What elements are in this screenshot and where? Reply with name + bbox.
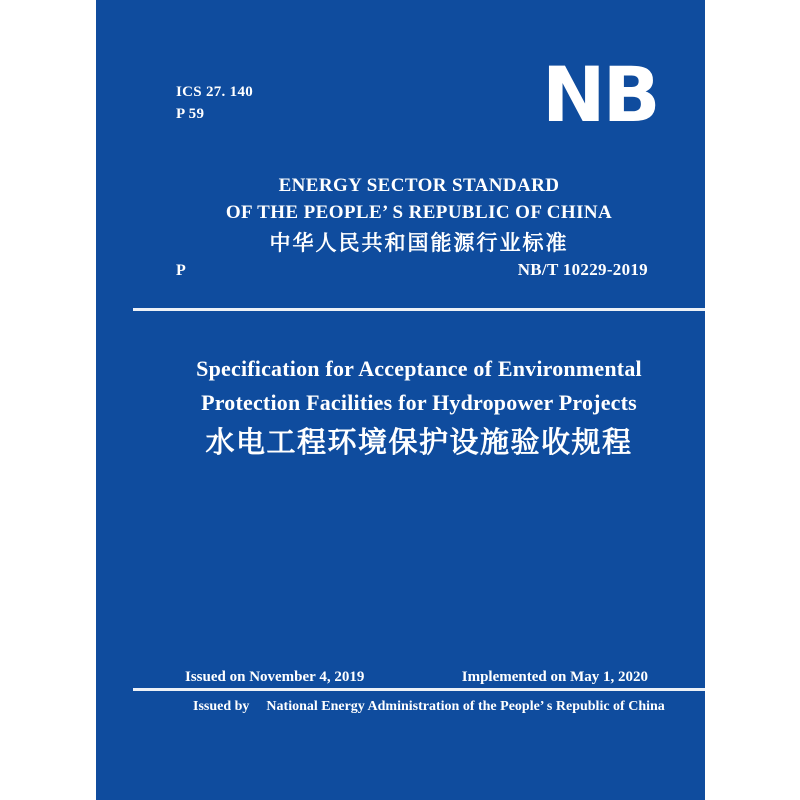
title-english-line2: Protection Facilities for Hydropower Projects — [201, 390, 637, 415]
ics-code: ICS 27. 140 — [176, 84, 254, 100]
org-title-line1: ENERGY SECTOR STANDARD — [278, 175, 560, 196]
standard-number: NB/T 10229-2019 — [517, 260, 648, 279]
doc-class-code: P 59 — [176, 106, 205, 122]
ics-classification-block — [176, 81, 253, 125]
title-chinese: 水电工程环境保护设施验收规程 — [205, 427, 633, 459]
issued-by-organization: National Energy Administration of the People’ s Republic of China — [266, 699, 665, 714]
bottom-divider-line — [133, 688, 705, 691]
issued-by-row — [193, 699, 665, 715]
class-letter: P — [176, 262, 186, 279]
org-title-chinese: 中华人民共和国能源行业标准 — [269, 232, 569, 255]
top-divider-line — [133, 308, 705, 311]
nb-logo: NB — [542, 50, 658, 139]
title-english-line1: Specification for Acceptance of Environmental — [196, 356, 642, 381]
issued-date: Issued on November 4, 2019 — [185, 669, 365, 685]
issued-by-label: Issued by — [193, 699, 250, 714]
standard-cover — [96, 0, 705, 800]
implemented-date: Implemented on May 1, 2020 — [461, 669, 648, 685]
org-title-line2: OF THE PEOPLE’ S REPUBLIC OF CHINA — [225, 202, 613, 223]
